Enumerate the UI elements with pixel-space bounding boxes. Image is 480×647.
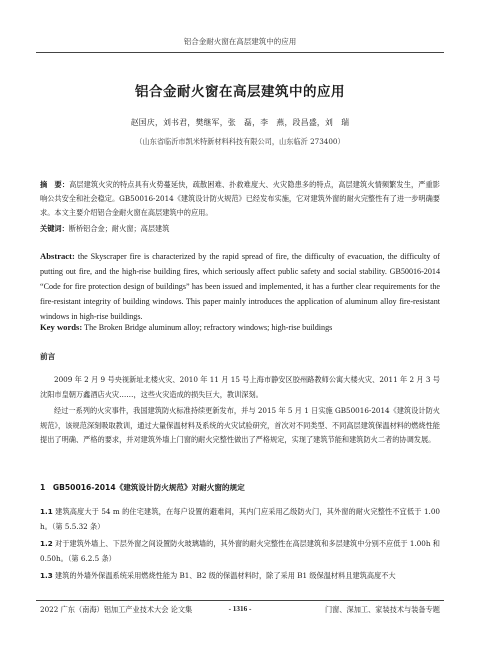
footer-proceedings: 2022 广东（南海）铝加工产业技术大会 论文集 [40,605,193,614]
section-heading-1: 1 GB50016-2014《建筑设计防火规范》对耐火窗的规定 [40,483,245,492]
abstract-english [40,249,440,324]
abstract-en-text: the Skyscraper fire is characterized by the rapid spread of fire, the difficulty of evacuation, the difficulty of putting out fire, and the high-rise building fires, which seriously affect public safety and social stability. GB50016-2014 “Code for fire protection design of buildings” has been issued and implemented, it has a further clear requirements for the fire-resistant integrity of building windows. This paper mainly introduces the application of aluminum alloy fire-resistant windows in high-rise buildings. [40,252,440,321]
clause-text: 建筑的外墙外保温系统采用燃烧性能为 B1、B2 级的保温材料时，除了采用 B1 级保温材料且建筑高度不大 [52,571,396,580]
keywords-en-label: Key words: [40,322,83,332]
clause-number: 1.2 [40,539,53,548]
keywords-english [40,320,440,335]
clause-number: 1.3 [40,571,53,580]
footer-topic: 门窗、深加工、家装技术与装备专题 [324,605,440,614]
intro-paragraph-1: 2009 年 2 月 9 号央视新址北楼火灾、2010 年 11 月 15 号上海市静安区胶州路教师公寓大楼火灾、2011 年 2 月 3 号沈阳市皇朝万鑫酒店火灾……，这些火灾造成的损失巨大，教训深刻。 [40,375,440,399]
abstract-chinese [40,178,440,220]
clause-text: 对于建筑外墙上、下层外窗之间设置防火玻璃墙的，其外窗的耐火完整性在高层建筑和多层建筑中分别不应低于 1.00h 和 0.50h。（第 6.2.5 条） [40,539,440,563]
abstract-en-label: Abstract: [40,251,75,261]
page-number: - 1316 - [228,605,252,613]
clause-item [40,569,440,584]
footer-divider [36,600,444,601]
page-footer [40,605,440,619]
affiliation: （山东省临沂市凯米特新材料科技有限公司，山东临沂 273400） [135,137,345,146]
section-heading-intro: 前言 [40,352,56,361]
abstract-cn-text: 高层建筑火灾的特点具有火势蔓延快，疏散困难、扑救难度大、火灾隐患多的特点，高层建筑火情频繁发生，严重影响公共安全和社会稳定。GB50016-2014《建筑设计防火规范》已经发布实施，它对建筑外窗的耐火完整性有了进一步明确要求。本文主要介绍铝合金耐火窗在高层建筑中的应用。 [40,180,440,217]
keywords-en-text: The Broken Bridge aluminum alloy; refractory windows; high-rise buildings [82,323,333,332]
clause-item [40,537,440,566]
keywords-cn-label: 关键词： [40,224,69,233]
intro-paragraph-2: 经过一系列的火灾事件，我国建筑防火标准持续更新发布，并与 2015 年 5 月 1 日实施 GB50016-2014《建筑设计防火规范》，该规范深刻吸取教训，通过大量保温材料及系统的火灾试验研究，首次对不同类型、不同高层建筑保温材料的燃烧性能提出了明确、严格的要求，并对建筑外墙上门窗的耐火完整性做出了严格规定，实现了建筑节能和建筑防火二者的协调发展。 [40,406,440,444]
clause-item [40,505,440,534]
clause-text: 建筑高度大于 54 m 的住宅建筑，在每户设置的避难间，其内门应采用乙级防火门，其外窗的耐火完整性不宜低于 1.00 h。（第 5.5.32 条） [40,507,440,531]
abstract-cn-label: 摘 要： [40,180,70,189]
running-header: 铝合金耐火窗在高层建筑中的应用 [183,37,297,46]
paper-title: 铝合金耐火窗在高层建筑中的应用 [135,84,345,100]
header-divider [36,52,444,53]
clause-number: 1.1 [40,507,53,516]
author-list: 赵国庆，刘书君，樊继军，张 磊，李 燕，段昌盛，刘 瑞 [130,118,350,127]
keywords-chinese [40,222,440,236]
keywords-cn-text: 断桥铝合金；耐火窗；高层建筑 [68,224,170,233]
